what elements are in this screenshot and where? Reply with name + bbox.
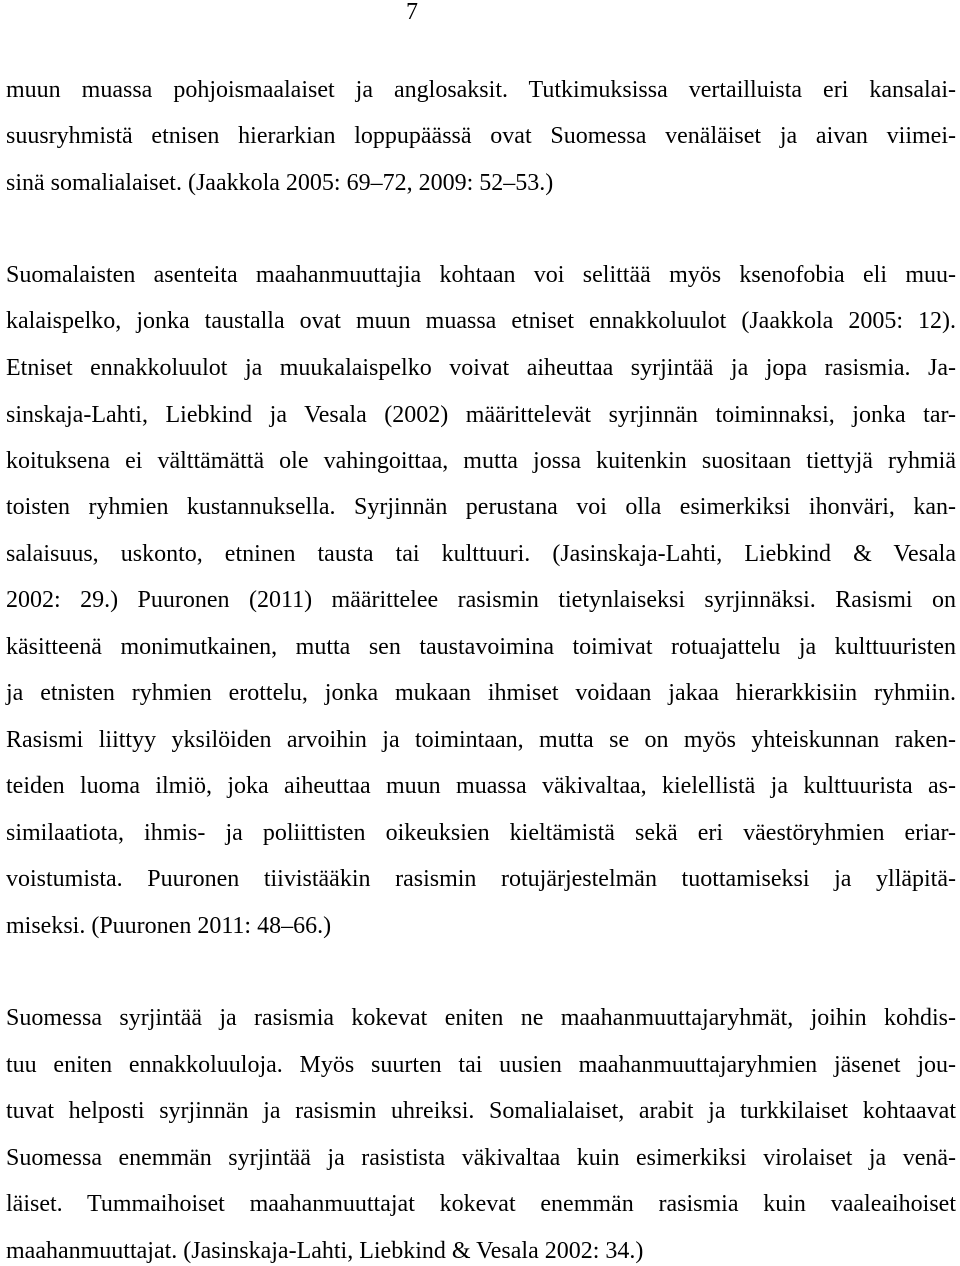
page-number: 7 <box>406 0 418 25</box>
text-line: koituksena ei välttämättä ole vahingoittaa, mutta jossa kuitenkin suositaan tiettyjä ryhmiä <box>6 448 956 474</box>
text-line: ja etnisten ryhmien erottelu, jonka mukaan ihmiset voidaan jakaa hierarkkisiin ryhmiin. <box>6 680 956 706</box>
text-line: Etniset ennakkoluulot ja muukalaispelko voivat aiheuttaa syrjintää ja jopa rasismia. Ja- <box>6 355 956 381</box>
text-line: tuu eniten ennakkoluuloja. Myös suurten tai uusien maahanmuuttajaryhmien jäsenet jou- <box>6 1052 956 1078</box>
text-line: muun muassa pohjoismaalaiset ja anglosaksit. Tutkimuksissa vertailluista eri kansalai- <box>6 77 956 103</box>
text-line: miseksi. (Puuronen 2011: 48–66.) <box>6 913 332 939</box>
text-line: salaisuus, uskonto, etninen tausta tai kulttuuri. (Jasinskaja-Lahti, Liebkind & Vesala <box>6 541 956 567</box>
text-line: toisten ryhmien kustannuksella. Syrjinnän perustana voi olla esimerkiksi ihonväri, kan- <box>6 494 956 520</box>
text-line: similaatiota, ihmis- ja poliittisten oikeuksien kieltämistä sekä eri väestöryhmien eriar- <box>6 820 956 846</box>
text-line: kalaispelko, jonka taustalla ovat muun muassa etniset ennakkoluulot (Jaakkola 2005: 12). <box>6 308 956 334</box>
text-line: sinskaja-Lahti, Liebkind ja Vesala (2002) määrittelevät syrjinnän toiminnaksi, jonka tar- <box>6 402 956 428</box>
text-line: maahanmuuttajat. (Jasinskaja-Lahti, Liebkind & Vesala 2002: 34.) <box>6 1238 644 1264</box>
text-line: Suomessa syrjintää ja rasismia kokevat eniten ne maahanmuuttajaryhmät, joihin kohdis- <box>6 1005 956 1031</box>
text-line: Suomalaisten asenteita maahanmuuttajia kohtaan voi selittää myös ksenofobia eli muu- <box>6 262 956 288</box>
text-line: teiden luoma ilmiö, joka aiheuttaa muun muassa väkivaltaa, kielellistä ja kulttuurista as- <box>6 773 956 799</box>
text-line: suusryhmistä etnisen hierarkian loppupäässä ovat Suomessa venäläiset ja aivan viimei- <box>6 123 956 149</box>
text-line: tuvat helposti syrjinnän ja rasismin uhreiksi. Somalialaiset, arabit ja turkkilaiset kohtaavat <box>6 1098 956 1124</box>
text-line: Suomessa enemmän syrjintää ja rasistista väkivaltaa kuin esimerkiksi virolaiset ja venä- <box>6 1145 956 1171</box>
text-line: sinä somalialaiset. (Jaakkola 2005: 69–72, 2009: 52–53.) <box>6 170 554 196</box>
text-line: 2002: 29.) Puuronen (2011) määrittelee rasismin tietynlaiseksi syrjinnäksi. Rasismi on <box>6 587 956 613</box>
text-line: voistumista. Puuronen tiivistääkin rasismin rotujärjestelmän tuottamiseksi ja ylläpitä- <box>6 866 956 892</box>
text-line: läiset. Tummaihoiset maahanmuuttajat kokevat enemmän rasismia kuin vaaleaihoiset <box>6 1191 956 1217</box>
text-line: käsitteenä monimutkainen, mutta sen taustavoimina toimivat rotuajattelu ja kulttuuristen <box>6 634 956 660</box>
text-line: Rasismi liittyy yksilöiden arvoihin ja toimintaan, mutta se on myös yhteiskunnan raken- <box>6 727 956 753</box>
